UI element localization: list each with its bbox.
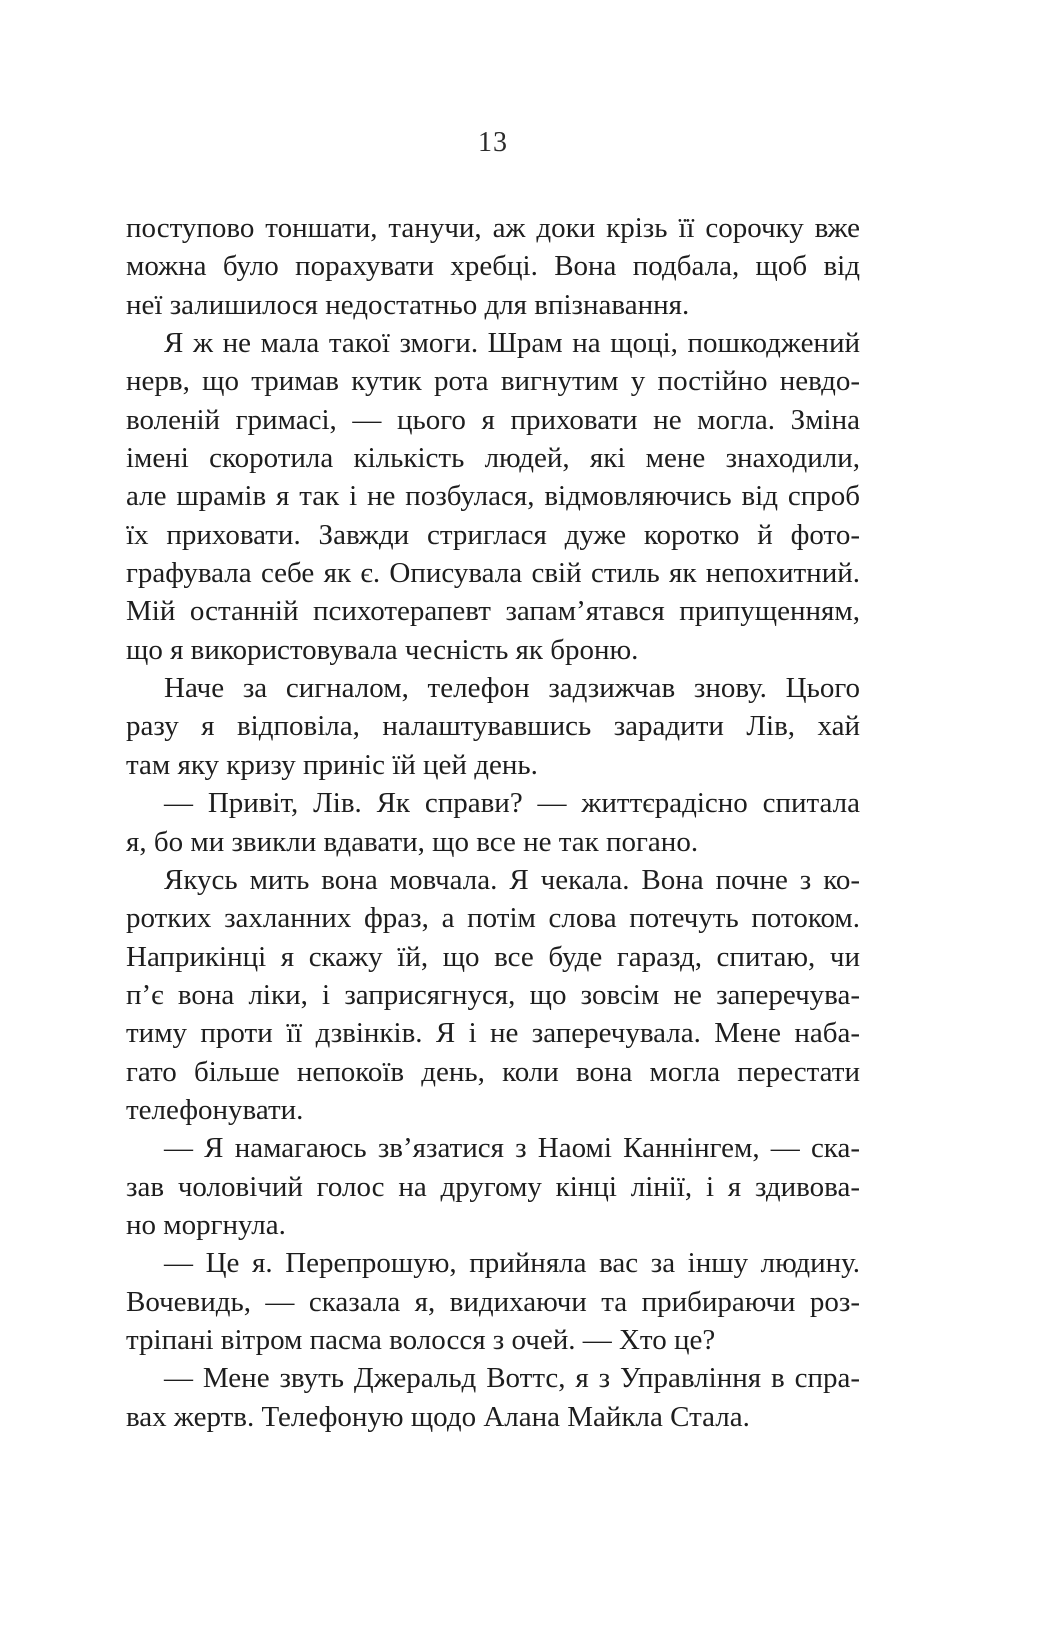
text-line: ротких захланних фраз, а потім слова потечуть потоком. [126, 902, 860, 935]
page-text [126, 209, 860, 1436]
text-line: імені скоротила кількість людей, які мене знаходили, [126, 442, 860, 475]
text-line: телефонувати. [126, 1093, 304, 1126]
text-line: поступово тоншати, танучи, аж доки крізь її сорочку вже [126, 212, 860, 244]
paragraph [126, 1129, 860, 1244]
text-line: Наче за сигналом, телефон задзижчав знову. Цього [164, 672, 860, 705]
text-line: але шрамів я так і не позбулася, відмовляючись від спроб [126, 480, 860, 513]
text-line: — Це я. Перепрошую, прийняла вас за іншу людину. [164, 1247, 860, 1280]
paragraph [126, 1359, 860, 1436]
paragraph [126, 784, 860, 861]
text-line: разу я відповіла, налаштувавшись зарадити Лів, хай [126, 710, 860, 743]
text-line: воленій гримасі, — цього я приховати не могла. Зміна [126, 403, 860, 436]
text-line: нерв, що тримав кутик рота вигнутим у постійно невдо- [126, 365, 860, 398]
paragraph [126, 861, 860, 1129]
text-line: вах жертв. Телефоную щодо Алана Майкла Стала. [126, 1400, 750, 1433]
text-line: тиму проти її дзвінків. Я і не заперечувала. Мене наба- [126, 1017, 860, 1050]
text-line: Я ж не мала такої змоги. Шрам на щоці, пошкоджений [164, 327, 860, 360]
text-line: там яку кризу приніс їй цей день. [126, 748, 538, 781]
paragraph [126, 669, 860, 784]
text-line: — Мене звуть Джеральд Воттс, я з Управління в спра- [164, 1362, 860, 1395]
text-line: п’є вона ліки, і заприсягнуся, що зовсім не заперечува- [126, 978, 860, 1011]
paragraph [126, 1244, 860, 1359]
text-line: можна було порахувати хребці. Вона подбала, щоб від [126, 250, 860, 283]
text-line: що я використовувала чесність як броню. [126, 633, 639, 666]
text-line: зав чоловічий голос на другому кінці лінії, і я здивова- [126, 1170, 860, 1203]
text-line: но моргнула. [126, 1208, 286, 1241]
text-line: Наприкінці я скажу їй, що все буде гаразд, спитаю, чи [126, 940, 860, 973]
text-line: графувала себе як є. Описувала свій стиль як непохитний. [126, 557, 860, 590]
paragraph [126, 324, 860, 669]
text-line: гато більше непокоїв день, коли вона могла перестати [126, 1055, 860, 1088]
text-line: Якусь мить вона мовчала. Я чекала. Вона почне з ко- [164, 863, 860, 896]
text-line: Мій останній психотерапевт запам’ятався припущенням, [126, 595, 860, 628]
text-line: — Я намагаюсь зв’язатися з Наомі Каннінгем, — ска- [164, 1132, 860, 1165]
text-line: неї залишилося недостатньо для впізнавання. [126, 288, 690, 321]
page-number: 13 [478, 127, 508, 158]
text-line: їх приховати. Завжди стриглася дуже коротко й фото- [126, 518, 860, 551]
paragraph [126, 209, 860, 324]
text-line: — Привіт, Лів. Як справи? — життєрадісно спитала [164, 787, 860, 820]
text-line: тріпані вітром пасма волосся з очей. — Хто це? [126, 1323, 716, 1356]
text-line: Вочевидь, — сказала я, видихаючи та прибираючи роз- [126, 1285, 860, 1318]
text-line: я, бо ми звикли вдавати, що все не так погано. [126, 825, 699, 858]
